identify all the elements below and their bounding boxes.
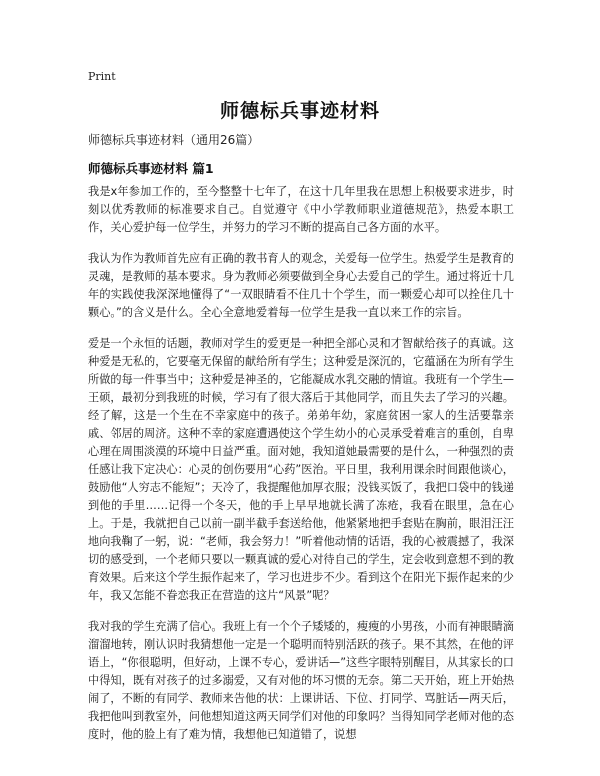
document-subtitle: 师德标兵事迹材料（通用26篇）	[88, 133, 260, 147]
paragraph-3: 爱是一个永恒的话题，教师对学生的爱更是一种把全部心灵和才智献给孩子的真诚。这种爱是无私的，它要毫无保留的献给所有学生；这种爱是深沉的，它蕴涵在为所有学生所做的每一件事当中；这种爱是神圣的，它能凝成水乳交融的情谊。我班有一个学生—王硕，最初分到我班的时候，学习有了很大落后于其他同学，而且失去了学习的兴趣。经了解，这是一个生在不幸家庭中的孩子。弟弟年幼，家庭贫困一家人的生活要靠亲戚、邻居的周济。这种不幸的家庭遭遇使这个学生幼小的心灵承受着难言的重创，自卑心理在周围淡漠的环境中日益严重。面对她，我知道她最需要的是什么，一种强烈的责任感让我下定决心：心灵的创伤要用“心药”医治。平日里，我利用课余时间跟他谈心，鼓励他“人穷志不能短”；天冷了，我提醒他加厚衣服；没钱买饭了，我把口袋中的钱递到他的手里……记得一个冬天，他的手上早早地就长满了冻疮，我看在眼里，急在心上。于是，我就把自己以前一副半截手套送给他，他紧紧地把手套贴在胸前，眼泪汪汪地向我鞠了一躬，说：“老师，我会努力！”听着他动情的话语，我的心被震撼了，我深切的感受到，一个老师只要以一颗真诚的爱心对待自己的学生，定会收到意想不到的教育效果。后来这个学生振作起来了，学习也进步不少。看到这个在阳光下振作起来的少年，我又怎能不眷恋我正在营造的这片“风景”呢？	[88, 337, 514, 602]
print-link[interactable]: Print	[88, 70, 116, 83]
paragraph-4: 我对我的学生充满了信心。我班上有一个个子矮矮的，瘦瘦的小男孩，小而有神眼睛滴溜溜地转，刚认识时我猜想他一定是一个聪明而特别活跃的孩子。果不其然，在他的评语上，“你很聪明，但好动，上课不专心，爱讲话—”这些字眼特别醒目，从其家长的口中得知，既有对孩子的过多溺爱，又有对他的坏习惯的无奈。第二天开始，班上开始热闹了，不断的有同学、教师来告他的状：上课讲话、下位、打同学、骂脏话—两天后，我把他叫到教室外，问他想知道这两天同学们对他的印象吗？当得知同学老师对他的态度时，他的脸上有了难为情，我想他已知道错了，说想	[88, 620, 514, 741]
section-heading: 师德标兵事迹材料 篇1	[88, 161, 214, 176]
paragraph-2: 我认为作为教师首先应有正确的教书育人的观念，关爱每一位学生。热爱学生是教育的灵魂，是教师的基本要求。身为教师必须要做到全身心去爱自己的学生。通过将近十几年的实践使我深深地懂得了“一双眼睛看不住几十个学生，而一颗爱心却可以拴住几十颗心。”的含义是什么。全心全意地爱着每一位学生是我一直以来工作的宗旨。	[88, 252, 514, 319]
document-body	[88, 183, 514, 757]
paragraph-1: 我是x年参加工作的，至今整整十七年了，在这十几年里我在思想上积极要求进步，时刻以优秀教师的标准要求自己。自觉遵守《中小学教师职业道德规范》，热爱本职工作，关心爱护每一位学生，并努力的学习不断的提高自己各方面的水平。	[88, 185, 514, 234]
page-title: 师德标兵事迹材料	[219, 100, 380, 122]
